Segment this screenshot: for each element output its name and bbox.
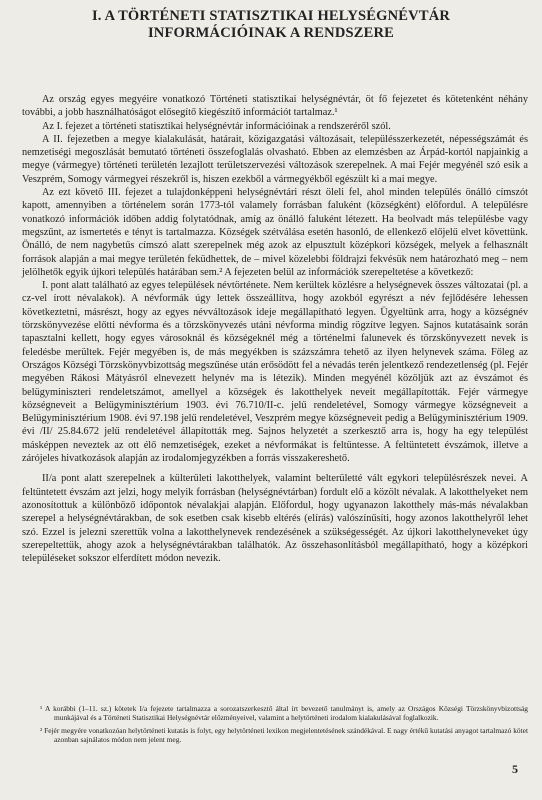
paragraph-intro: Az ország egyes megyéire vonatkozó Történeti statisztikai helységnévtár, öt fő fejezetet és kötetenként néhány további, a jobb használhatóságot elősegítő kiegészítő információt tartalmaz.¹ [22, 94, 528, 119]
paragraph-chapter-3: Az ezt követő III. fejezet a tulajdonképpeni helységnévtári részt öleli fel, ahol minden település önálló címszót kapott, amennyiben a történelem során 1773-tól valamely forrásban faluként (községként) előfordul. A településre vonatkozó információk időben addig folytatódnak, amíg az önálló faluként létezett. Ha beolvadt más településbe vagy megszűnt, az ismertetés e tényt is tartalmazza. Községek szétválása esetén hasonló, de ellenkező előjelű elvet követtünk. Önálló, de nem nagybetűs címszó alatt szerepelnek még azok az elpusztult középkori községek, melyek a felhasznált források alapján a mai megye területén feküdhettek, de – mivel közelebbi földrajzi fekvésük nem határozható meg – nem jelölhetők egyik újkori település határában sem.² A fejezeten belül az információk szerepeltetése a következő: [22, 187, 528, 278]
footnote-2: ² Fejér megyére vonatkozóan helytörténeti kutatás is folyt, egy helytörténeti lexikon megjelentetésének szándékával. E nagy értékű kutatási anyagot tartalmazó kötet azonban sajnálatos módon nem jelent meg. [40, 726, 528, 744]
chapter-title-line-2: INFORMÁCIÓINAK A RENDSZERE [147, 25, 395, 41]
chapter-title-line-1: I. A TÖRTÉNETI STATISZTIKAI HELYSÉGNÉVTÁR [91, 8, 451, 24]
page-number: 5 [512, 762, 518, 776]
chapter-title [0, 8, 542, 42]
paragraph-point-1: I. pont alatt található az egyes települések névtörténete. Nem kerültek közlésre a helységnevek összes változatai (pl. a cz-vel írott névalakok). A névformák úgy lettek összeállítva, hogy azokból egyrészt a név fejlődésére lehessen következtetni, másrészt, hogy az egyes névváltozások ideje megállapítható legyen. Ügyeltünk arra, hogy a községnév törzskönyvezése előtti névforma és a törzskönyvezés utáni névforma mindig rögzítve legyen. Sajnos kutatásaink során tapasztalni kellett, hogy egyes városoknál és községeknél még a történelmi falunevek és törzskönyvezett nevek is feledésbe merültek. Fejér megyében is, de más megyékben is százszámra tehető az ilyen helynevek száma. Főleg az Országos Községi Törzskönyvbizottság megszűnése után erősödött fel a névadás terén jelentkező rendezetlenség (pl. Fejér megyében Rákosi Mátyásról elnevezett helynév ma is létezik). Minden megyénél közöljük azt az évszámot és belügyminiszteri rendeletszámot, amellyel a községek és lakotthelyek neveit megállapították. Fejér vármegye községneveit a Belügyminisztérium 1903. évi 76.710/II-c. jelű rendeletével, Somogy vármegye községneveit a Belügyminisztérium 1908. évi 97.198 jelű rendeletével, Veszprém megye községneveit pedig a Belügyminisztérium 1909. évi /II/ 25.84.672 jelű rendeletével állapították meg. Sajnos helyzetét a szerkesztő arra is, hogy ha egy települést másképpen neveztek az ott élő nemzetiségek, ezeket a névformákat is feltüntesse. A feltüntetett évszámok, illetve a zárójeles hivatkozások alapján az irodalomjegyzékben a forrás visszakereshető. [22, 280, 528, 465]
body-text [22, 93, 528, 565]
paragraph-chapter-1: Az I. fejezet a történeti statisztikai helységnévtár információinak a rendszeréről szól. [42, 120, 391, 132]
paragraph-chapter-2: A II. fejezetben a megye kialakulását, határait, közigazgatási változásait, településszerkezetét, népességszámát és nemzetiségi megoszlását bemutató történeti összefoglalás olvasható. Ebben az elemzésben az Árpád-kortól napjainkig a megye (vármegye) történeti területén lezajlott területszervezési változások szerepelnek. A mai Fejér megyénél szó esik a Veszprém, Somogy vármegyei részekről is, hiszen ezekből a vármegyékből egészült ki a mai megye. [22, 133, 528, 185]
footnotes [40, 704, 528, 748]
footnote-1: ¹ A korábbi (1–11. sz.) kötetek I/a fejezete tartalmazza a sorozatszerkesztő által írt bevezető tanulmányt is, amely az Országos Községi Törzskönyvbizottság munkájával és a Történeti Statisztikai Helységnévtár előzményeivel, valamint a helytörténeti irodalom kialakulásával foglalkozik. [40, 704, 528, 722]
paragraph-point-2a: II/a pont alatt szerepelnek a külterületi lakotthelyek, valamint belterületté vált egykori településrészek nevei. A feltüntetett évszám azt jelzi, hogy melyik forrásban (helységnévtárban) fordult elő a közölt névalak. A lakotthelyeket nem azonosítottuk a különböző időpontok névalakjai alapján. Előfordul, hogy ugyanazon lakotthely más-más névalakban szerepel a helységnévtárakban, de sok esetben csak kisebb eltérés (elírás) valószínűsíti, hogy azonos lakotthelyről lehet szó. Ezzel is jelezni szerettük volna a lakotthelynevek rendezésének a szükségességét. Az újkori lakotthelyneveket úgy szerepeltettük, ahogy azok a helységnévtárakban találhatók. Az összehasonlításból megállapítható, hogy a középkori településeket sokszor elferdített módon nevezik. [22, 473, 528, 565]
